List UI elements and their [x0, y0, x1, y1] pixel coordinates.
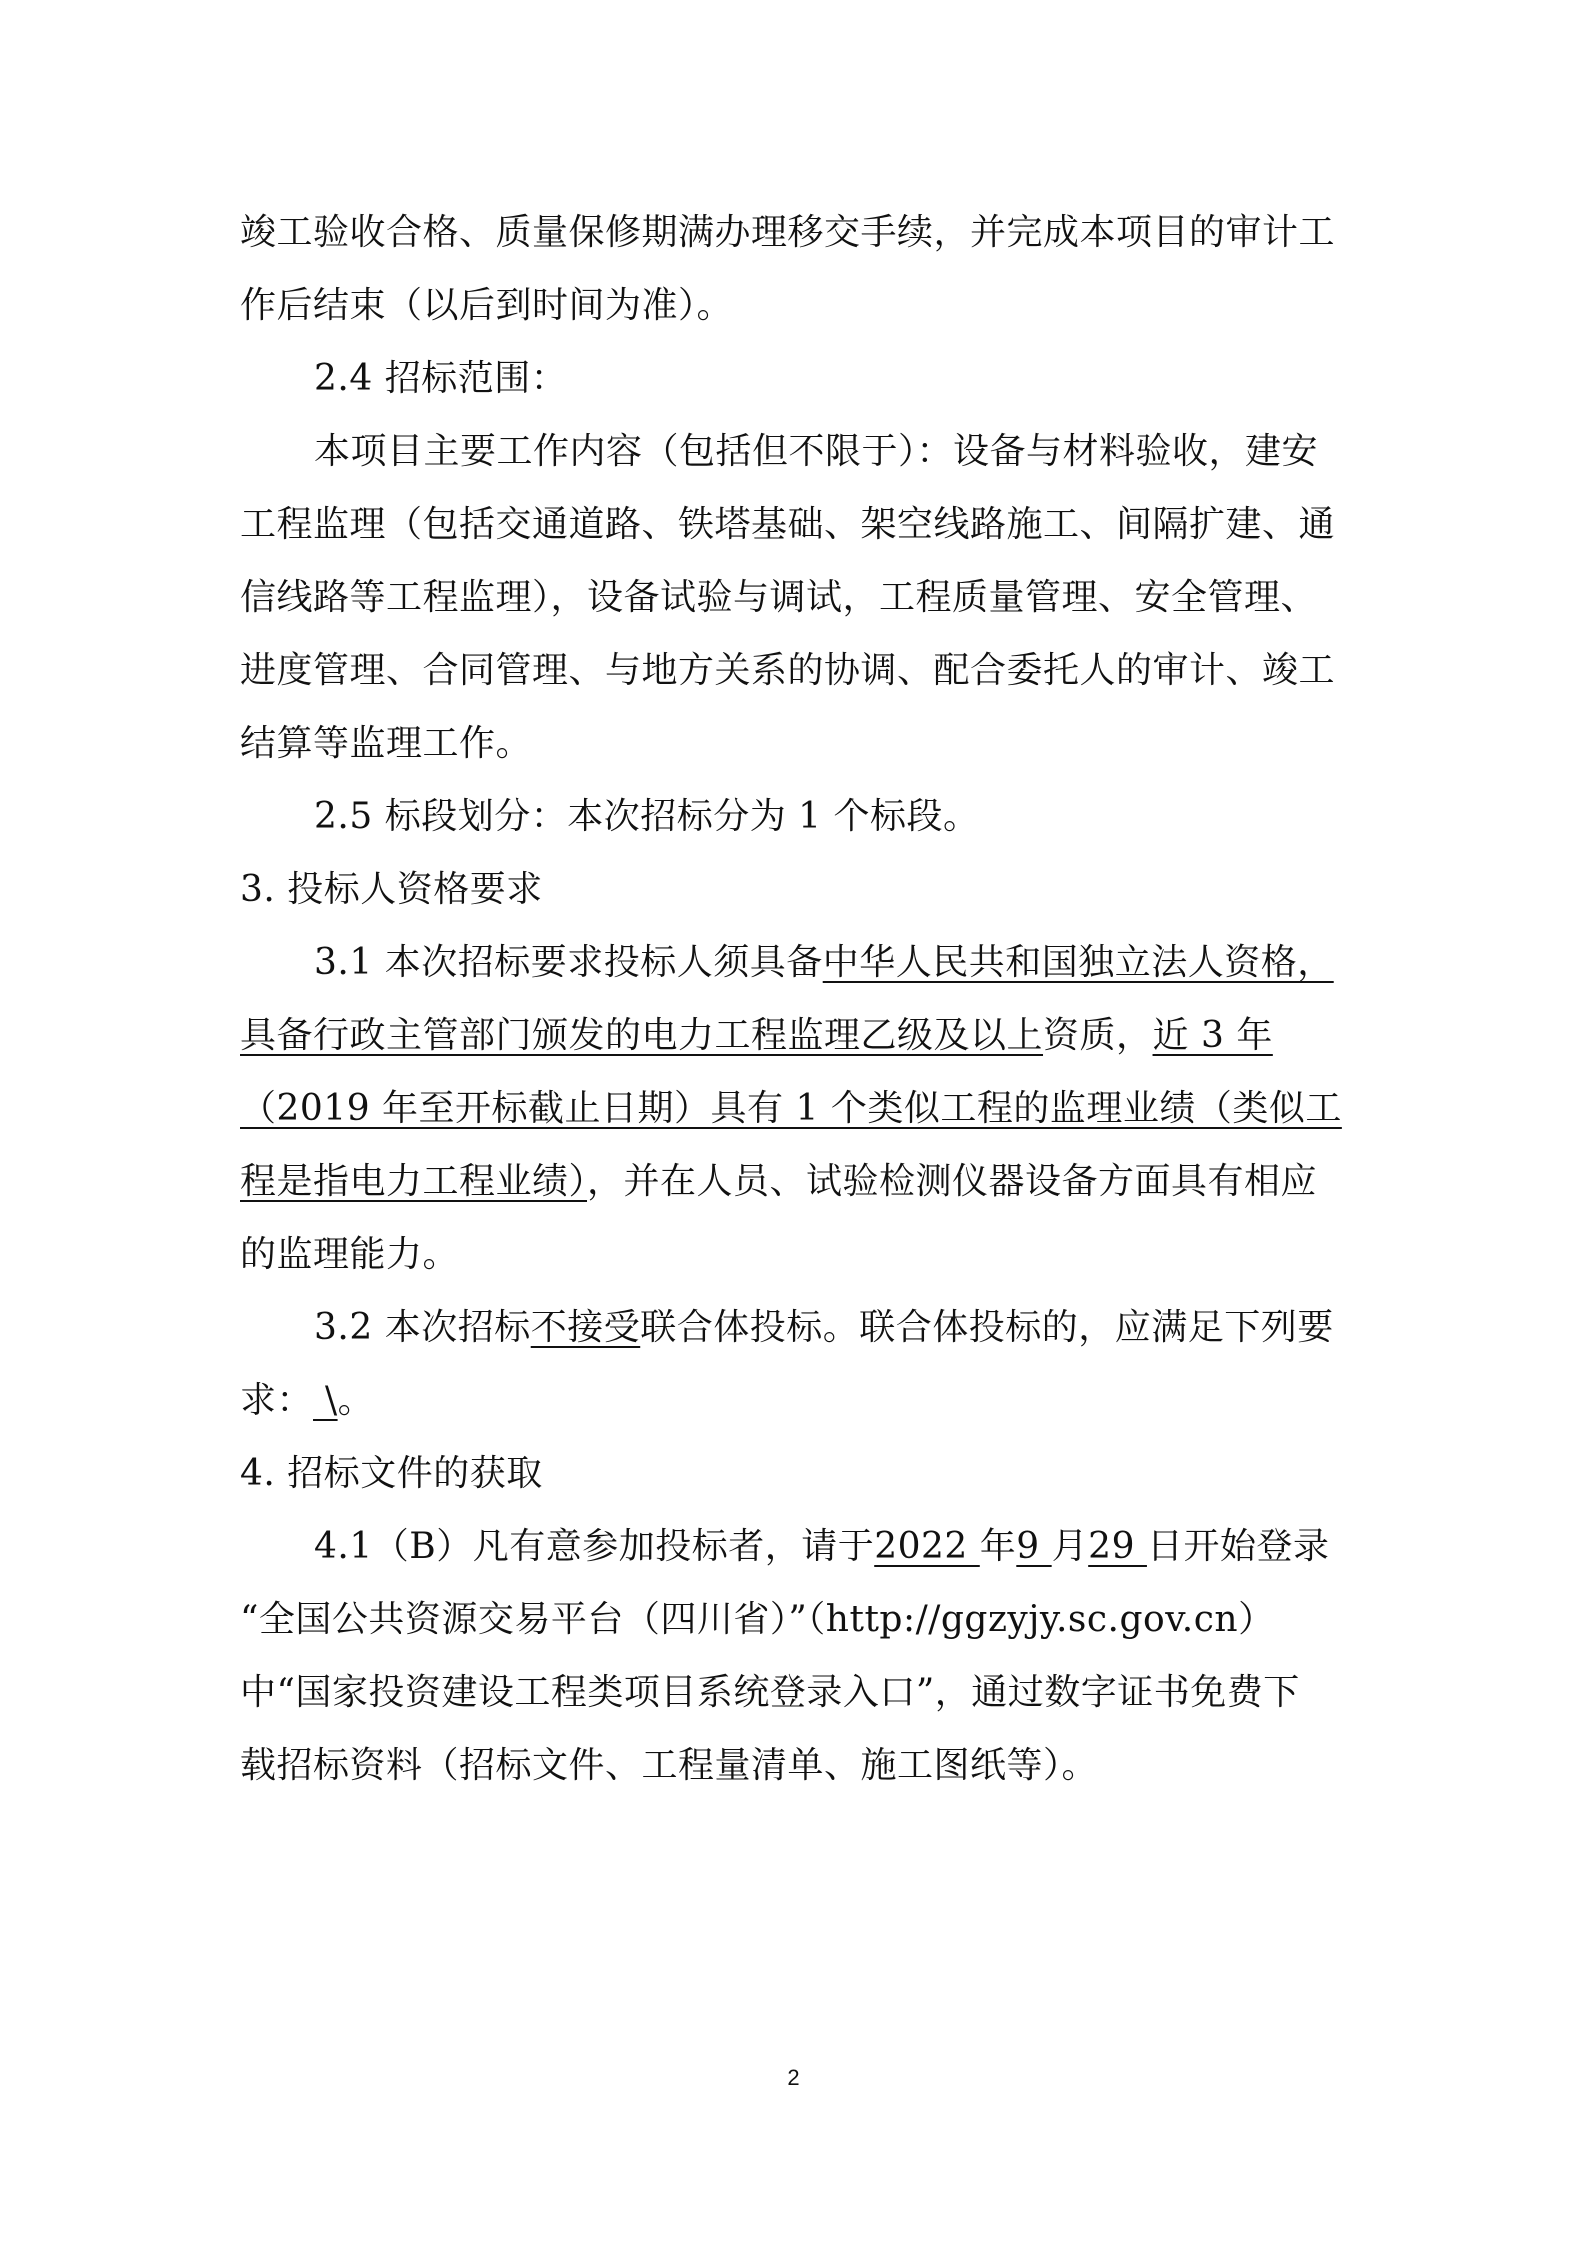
text-segment: 竣工验收合格、质量保修期满办理移交手续，并完成本项目的审计工 — [240, 212, 1336, 253]
text-segment: 2.5 标段划分：本次招标分为 1 个标段。 — [314, 796, 980, 837]
section-heading-2-5 — [314, 789, 980, 845]
text-segment: 月 — [1051, 1526, 1089, 1567]
text-segment: 载招标资料（招标文件、工程量清单、施工图纸等）。 — [240, 1745, 1099, 1786]
text-segment: 2.4 招标范围： — [314, 358, 568, 399]
page-number: 2 — [787, 2065, 800, 2090]
underlined-day: 29 — [1088, 1526, 1147, 1567]
text-segment: 3.2 本次招标 — [314, 1307, 531, 1348]
text-segment: 结算等监理工作。 — [240, 723, 533, 764]
text-segment: 工程监理（包括交通道路、铁塔基础、架空线路施工、间隔扩建、通 — [240, 504, 1336, 545]
paragraph-line — [314, 424, 1318, 480]
text-segment: 信线路等工程监理），设备试验与调试，工程质量管理、安全管理、 — [240, 577, 1318, 618]
text-segment: 资质， — [1043, 1015, 1153, 1056]
paragraph-line — [240, 643, 1335, 699]
text-segment: ，并在人员、试验检测仪器设备方面具有相应 — [587, 1161, 1318, 1202]
text-segment: 求： — [240, 1380, 314, 1421]
section-heading-3 — [240, 862, 543, 918]
text-segment: 进度管理、合同管理、与地方关系的协调、配合委托人的审计、竣工 — [240, 650, 1336, 691]
text-segment: 作后结束（以后到时间为准）。 — [240, 285, 734, 326]
text-segment: 3. 投标人资格要求 — [240, 869, 543, 910]
text-segment: 日开始登录 — [1146, 1526, 1330, 1567]
paragraph-line — [240, 1738, 1098, 1794]
underlined-segment: （2019 年至开标截止日期）具有 1 个类似工程的监理业绩（类似工 — [240, 1088, 1342, 1129]
text-segment: 3.1 本次招标要求投标人须具备 — [314, 942, 823, 983]
paragraph-line — [240, 278, 733, 334]
underlined-segment: 具备行政主管部门颁发的电力工程监理乙级及以上 — [240, 1015, 1044, 1056]
paragraph-line — [240, 1081, 1342, 1137]
section-heading-4 — [240, 1446, 543, 1502]
underlined-segment: \ — [313, 1380, 338, 1421]
section-heading-2-4 — [314, 351, 567, 407]
paragraph-line — [240, 497, 1335, 553]
underlined-segment: 不接受 — [530, 1307, 641, 1348]
text-segment: 。 — [337, 1380, 375, 1421]
text-segment: 4. 招标文件的获取 — [240, 1453, 543, 1494]
paragraph-line — [240, 1154, 1317, 1210]
text-segment: 本项目主要工作内容（包括但不限于）：设备与材料验收，建安 — [314, 431, 1319, 472]
paragraph-line — [314, 1300, 1334, 1356]
text-segment: 4.1（B）凡有意参加投标者，请于 — [314, 1526, 875, 1567]
underlined-segment: 中华人民共和国独立法人资格， — [822, 942, 1334, 983]
paragraph-line — [240, 1665, 1300, 1721]
paragraph-line — [240, 1373, 374, 1429]
underlined-segment: 程是指电力工程业绩） — [240, 1161, 588, 1202]
paragraph-line — [240, 1592, 1275, 1648]
paragraph-line — [240, 570, 1317, 626]
text-segment: “全国公共资源交易平台（四川省）”（http://ggzyjy.sc.gov.cn） — [240, 1599, 1275, 1640]
underlined-month: 9 — [1016, 1526, 1052, 1567]
underlined-segment: 近 3 年 — [1152, 1015, 1273, 1056]
paragraph-line — [240, 205, 1335, 261]
paragraph-line — [240, 716, 532, 772]
underlined-year: 2022 — [874, 1526, 980, 1567]
text-segment: 联合体投标。联合体投标的，应满足下列要 — [640, 1307, 1334, 1348]
paragraph-line — [314, 1519, 1329, 1575]
paragraph-line — [240, 1008, 1273, 1064]
paragraph-line — [314, 935, 1334, 991]
paragraph-line — [240, 1227, 459, 1283]
text-segment: 年 — [979, 1526, 1017, 1567]
text-segment: 的监理能力。 — [240, 1234, 460, 1275]
text-segment: 中“国家投资建设工程类项目系统登录入口”，通过数字证书免费下 — [240, 1672, 1300, 1713]
